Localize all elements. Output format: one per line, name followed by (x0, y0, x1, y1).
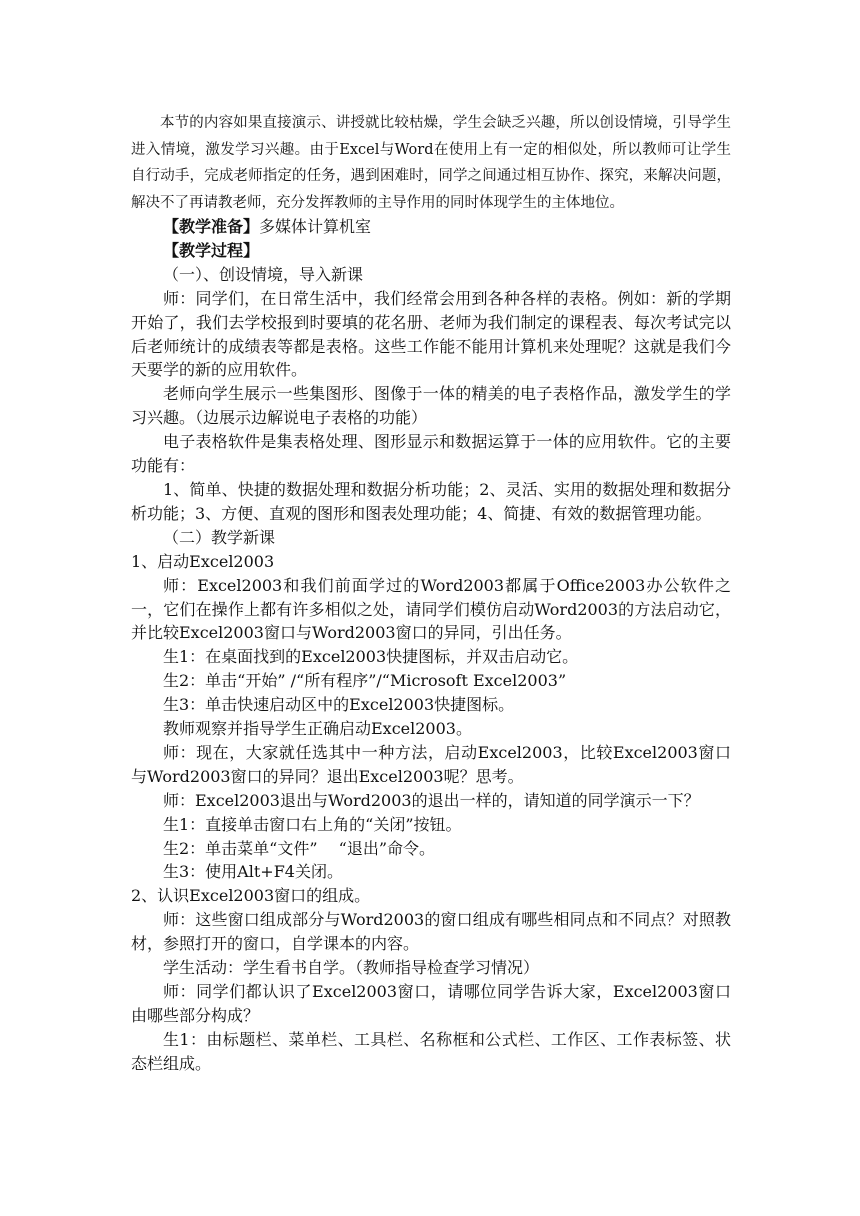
teaching-prep-text: 多媒体计算机室 (259, 217, 372, 236)
student-answer-7: 生1：由标题栏、菜单栏、工具栏、名称框和公式栏、工作区、工作表标签、状态栏组成。 (131, 1029, 731, 1073)
paragraph-10: 学生活动：学生看书自学。（教师指导检查学习情况） (163, 958, 540, 978)
intro-paragraph: 本节的内容如果直接演示、讲授就比较枯燥，学生会缺乏兴趣，所以创设情境，引导学生进入情境，激发学习兴趣。由于Excel与Word在使用上有一定的相似处，所以教师可让学生自行动手，完成老师指定的任务，遇到困难时，同学之间通过相互协作、探究，来解决问题，解决不了再请教老师，充分发挥教师的主导作用的同时体现学生的主体地位。 (131, 115, 731, 211)
paragraph-2: 老师向学生展示一些集图形、图像于一体的精美的电子表格作品，激发学生的学习兴趣。（边展示边解说电子表格的功能） (131, 384, 731, 428)
paragraph-9: 师：这些窗口组成部分与Word2003的窗口组成有哪些相同点和不同点？对照教材，参照打开的窗口，自学课本的内容。 (131, 910, 731, 954)
teaching-prep-line (131, 215, 731, 239)
item-heading-1: 1、启动Excel2003 (131, 551, 275, 571)
student-answer-1: 生1：在桌面找到的Excel2003快捷图标，并双击启动它。 (163, 647, 579, 667)
student-answer-6: 生3：使用Alt+F4关闭。 (163, 862, 343, 882)
paragraph-8: 师：Excel2003退出与Word2003的退出一样的，请知道的同学演示一下？ (163, 790, 700, 810)
student-answer-5-part-a: 生2：单击菜单“文件” (163, 838, 318, 858)
student-answer-5 (131, 837, 731, 861)
paragraph-1: 师：同学们，在日常生活中，我们经常会用到各种各样的表格。例如：新的学期开始了，我们去学校报到时要填的花名册、老师为我们制定的课程表、每次考试完以后老师统计的成绩表等都是表格。这些工作能不能用计算机来处理呢？这就是我们今天要学的新的应用软件。 (131, 288, 731, 380)
paragraph-6: 教师观察并指导学生正确启动Excel2003。 (163, 719, 472, 739)
paragraph-11: 师：同学们都认识了Excel2003窗口，请哪位同学告诉大家，Excel2003窗口由哪些部分构成？ (131, 982, 731, 1025)
teaching-prep-heading: 【教学准备】 (163, 217, 260, 236)
document-body (131, 110, 731, 1076)
student-answer-2: 生2：单击“开始” /“所有程序”/“Microsoft Excel2003” (163, 671, 567, 691)
item-heading-2: 2、认识Excel2003窗口的组成。 (131, 886, 371, 906)
paragraph-4: 1、简单、快捷的数据处理和数据分析功能；2、灵活、实用的数据处理和数据分析功能；3、方便、直观的图形和图表处理功能；4、简捷、有效的数据管理功能。 (131, 479, 731, 523)
student-answer-5-part-b: “退出”命令。 (338, 838, 436, 858)
teaching-process-heading: 【教学过程】 (163, 240, 260, 260)
student-answer-4: 生1：直接单击窗口右上角的“关闭”按钮。 (163, 814, 462, 834)
paragraph-3: 电子表格软件是集表格处理、图形显示和数据运算于一体的应用软件。它的主要功能有： (131, 432, 731, 476)
section-heading-2: （二）教学新课 (163, 527, 276, 547)
section-heading-1: （一）、创设情境，导入新课 (163, 264, 364, 284)
student-answer-3: 生3：单击快速启动区中的Excel2003快捷图标。 (163, 695, 515, 715)
paragraph-5: 师：Excel2003和我们前面学过的Word2003都属于Office2003办公软件之一，它们在操作上都有许多相似之处，请同学们模仿启动Word2003的方法启动它，并比较Excel2003窗口与Word2003窗口的异同，引出任务。 (131, 575, 731, 643)
paragraph-7: 师：现在，大家就任选其中一种方法，启动Excel2003，比较Excel2003窗口与Word2003窗口的异同？退出Excel2003呢？思考。 (131, 742, 731, 786)
